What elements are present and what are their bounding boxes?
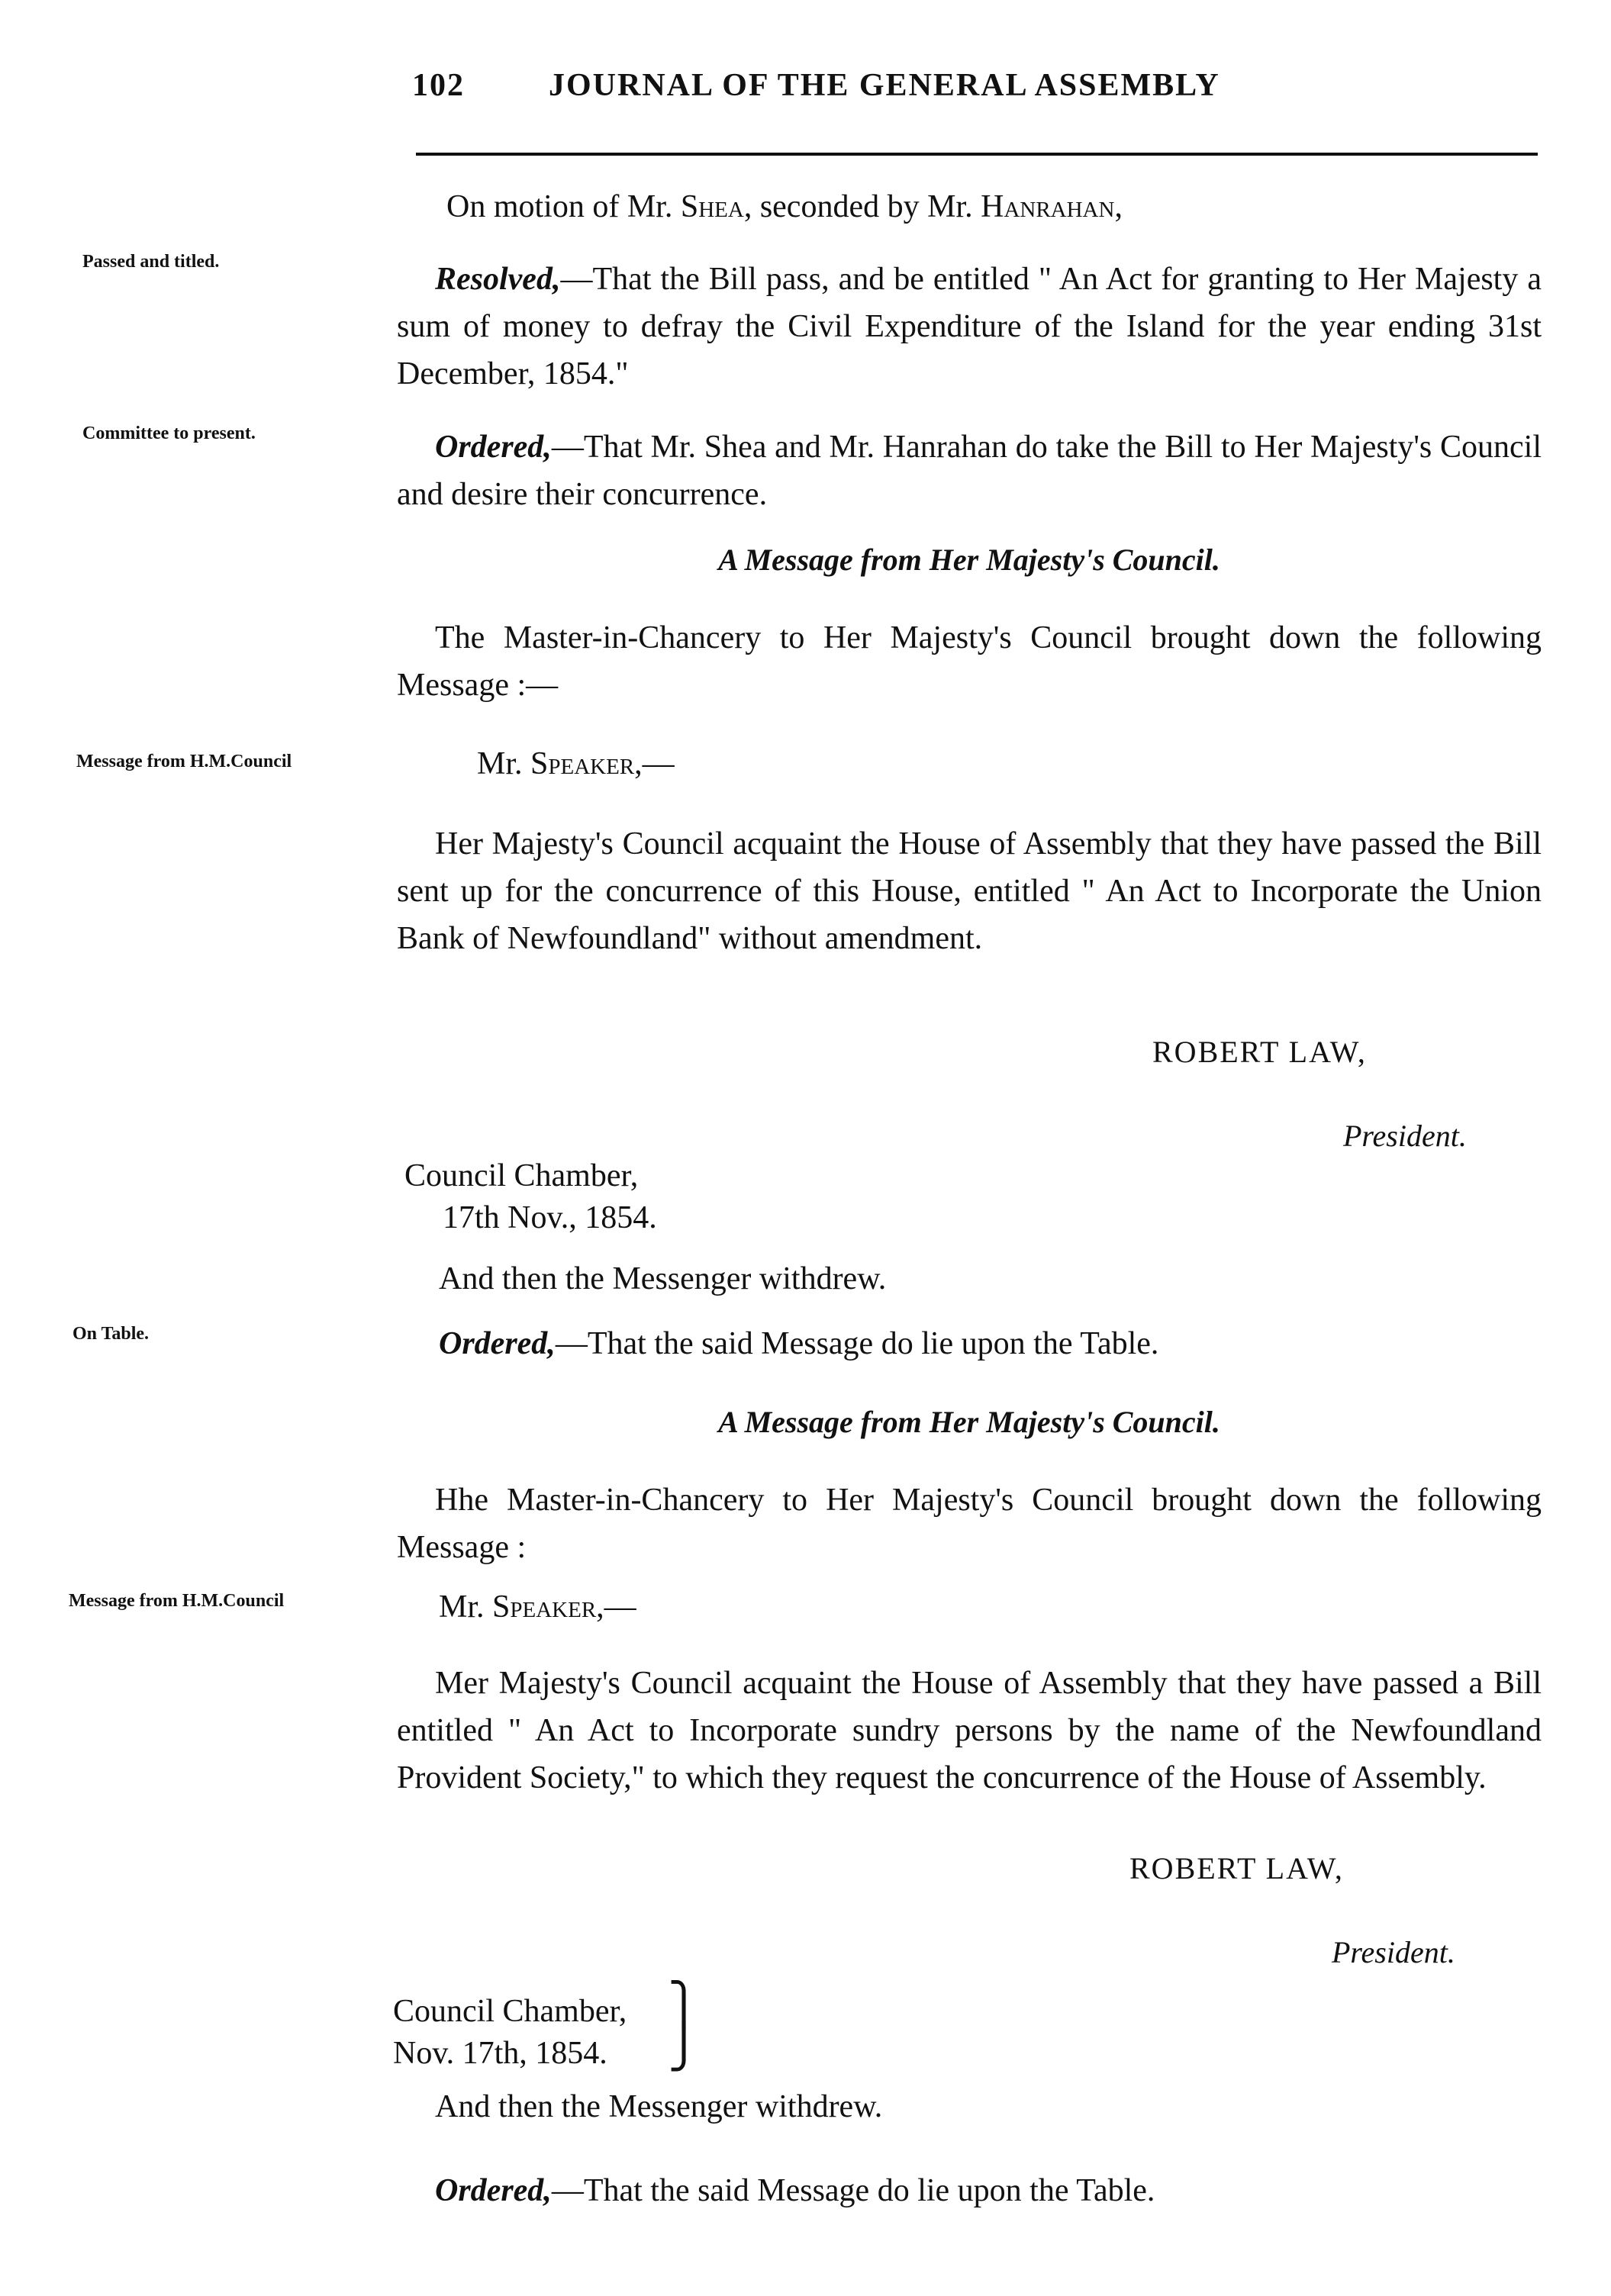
resolved-paragraph <box>397 256 1542 398</box>
margin-note-on-table: On Table. <box>72 1324 150 1344</box>
margin-note-passed: Passed and titled. <box>82 252 220 272</box>
ordered-paragraph-1 <box>397 423 1542 518</box>
signature-1: ROBERT LAW, <box>1152 1035 1367 1069</box>
council-date-2: Nov. 17th, 1854. <box>393 2036 607 2071</box>
ordered-text-3: —That the said Message do lie upon the Table. <box>551 2173 1155 2208</box>
message-intro-1: The Master-in-Chancery to Her Majesty's Council brought down the following Message :— <box>397 620 1542 703</box>
motion-line: On motion of Mr. Shea, seconded by Mr. Hanrahan, <box>446 189 1123 224</box>
margin-note-committee: Committee to present. <box>82 423 256 443</box>
salutation-2: Mr. Speaker,— <box>439 1589 636 1625</box>
ordered-label-2: Ordered, <box>439 1326 556 1361</box>
message-body-1: Her Majesty's Council acquaint the House of Assembly that they have passed the Bill sent up for the concurrence of this House, entitled " An Act to Incorporate the Union Bank of Newfoundland" without amendment. <box>397 826 1542 956</box>
message-heading-1: A Message from Her Majesty's Council. <box>718 543 1220 577</box>
page-number: 102 <box>412 68 465 103</box>
header-rule <box>416 153 1538 156</box>
salutation-1: Mr. Speaker,— <box>477 746 675 781</box>
resolved-text: —That the Bill pass, and be entitled " An Act for granting to Her Majesty a sum of money to defray the Civil Expenditure of the Island for the year ending 31st December, 1854." <box>397 262 1542 391</box>
message-body-2: Mer Majesty's Council acquaint the House of Assembly that they have passed a Bill entitled " An Act to Incorporate sundry persons by the name of the Newfoundland Provident Society," to which they request the concurrence of the House of Assembly. <box>397 1666 1542 1795</box>
council-chamber-2: Council Chamber, <box>393 1994 627 2029</box>
withdrew-2: And then the Messenger withdrew. <box>435 2089 883 2124</box>
resolved-label: Resolved, <box>435 262 561 297</box>
withdrew-1: And then the Messenger withdrew. <box>439 1261 887 1296</box>
motion-seconder: Hanrahan <box>981 189 1115 224</box>
ordered-text-2: —That the said Message do lie upon the Table. <box>555 1326 1159 1361</box>
council-date-1: 17th Nov., 1854. <box>443 1200 657 1235</box>
brace-bottom: ⎭ <box>668 2024 700 2071</box>
brace-top: ⎫ <box>668 1982 700 2030</box>
ordered-label-1: Ordered, <box>435 430 552 465</box>
ordered-paragraph-3 <box>435 2167 1534 2214</box>
signature-2: ROBERT LAW, <box>1129 1851 1344 1885</box>
president-title-1: President. <box>1343 1119 1467 1153</box>
margin-note-message-1: Message from H.M.Council <box>76 752 292 771</box>
ordered-label-3: Ordered, <box>435 2173 552 2208</box>
running-title: JOURNAL OF THE GENERAL ASSEMBLY <box>549 68 1220 103</box>
motion-mover: Shea <box>680 189 744 224</box>
ordered-text-1: —That Mr. Shea and Mr. Hanrahan do take the Bill to Her Majesty's Council and desire their concurrence. <box>397 430 1542 512</box>
president-title-2: President. <box>1332 1935 1455 1969</box>
page-header <box>412 67 1220 104</box>
ordered-paragraph-2 <box>439 1320 1538 1367</box>
margin-note-message-2: Message from H.M.Council <box>69 1591 285 1611</box>
council-chamber-1: Council Chamber, <box>404 1158 639 1193</box>
message-intro-2: Hhe Master-in-Chancery to Her Majesty's Council brought down the following Message : <box>397 1483 1542 1565</box>
message-heading-2: A Message from Her Majesty's Council. <box>718 1405 1220 1439</box>
